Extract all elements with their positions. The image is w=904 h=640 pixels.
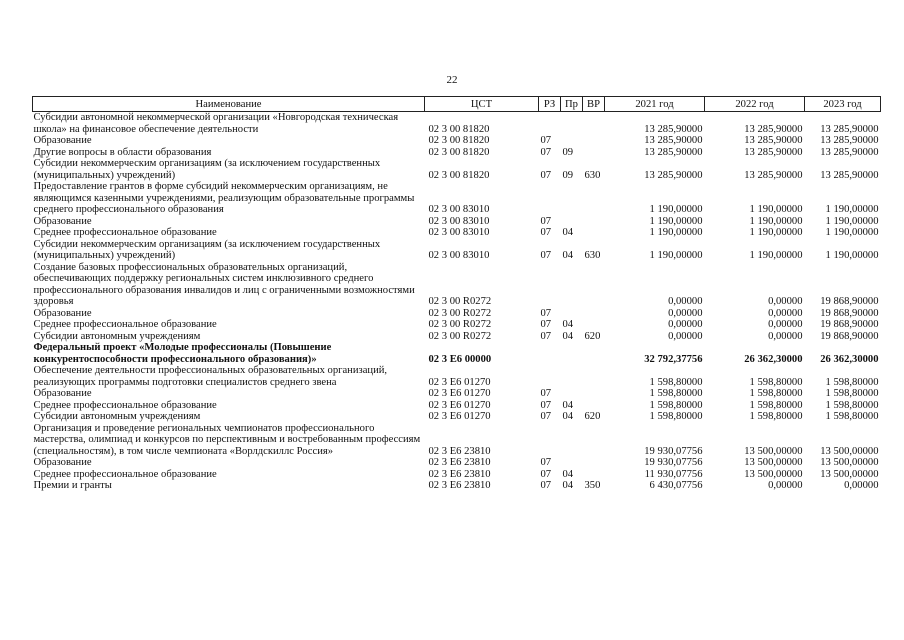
row-name: Субсидии автономным учреждениям — [33, 330, 201, 342]
row-2023: 1 598,80000 — [825, 376, 879, 388]
table-row — [33, 135, 881, 147]
row-vr — [583, 216, 605, 228]
header-row — [33, 97, 881, 112]
row-name: Предоставление грантов в форме субсидий некоммерческим организациям, не являющимся казенными учреждениями, реализующим образовательные программы среднего профессионального образования — [33, 181, 415, 215]
row-vr — [583, 147, 605, 159]
table-row — [33, 158, 881, 181]
row-2021: 1 598,80000 — [649, 388, 703, 399]
row-2021: 1 598,80000 — [649, 411, 703, 422]
row-pr — [561, 388, 583, 400]
table-row — [33, 365, 881, 388]
row-pr: 09 — [562, 169, 574, 181]
table-row — [33, 411, 881, 423]
row-2023: 1 598,80000 — [825, 388, 879, 399]
row-rz: 07 — [540, 319, 552, 330]
row-2023: 26 362,30000 — [820, 353, 879, 365]
row-2021: 1 190,00000 — [649, 227, 703, 238]
row-pr — [561, 457, 583, 469]
row-pr: 04 — [562, 468, 574, 480]
row-pr: 04 — [562, 330, 574, 342]
row-2022: 1 598,80000 — [749, 399, 803, 411]
row-rz: 07 — [540, 250, 552, 261]
row-2023: 13 500,00000 — [820, 457, 879, 468]
row-2021: 0,00000 — [668, 319, 703, 330]
row-rz: 07 — [540, 135, 552, 146]
row-cst: 02 3 00 81820 — [428, 146, 490, 158]
row-2023: 13 285,90000 — [820, 135, 879, 146]
row-pr — [561, 135, 583, 147]
row-2023: 1 598,80000 — [825, 411, 879, 422]
row-2021: 1 190,00000 — [649, 250, 703, 261]
header-vr: ВР — [583, 97, 605, 112]
header-2022: 2022 год — [705, 97, 805, 112]
row-2023: 19 868,90000 — [820, 307, 879, 319]
row-2022: 1 190,00000 — [749, 204, 803, 215]
header-name: Наименование — [33, 97, 425, 112]
row-cst: 02 3 E6 23810 — [428, 445, 491, 457]
row-cst: 02 3 E6 00000 — [428, 353, 492, 365]
row-2022: 13 500,00000 — [744, 468, 803, 480]
row-name: Создание базовых профессиональных образовательных организаций, обеспечивающих поддержку региональных систем инклюзивного среднего профессионального образования инвалидов и лиц с ограниченными возможностями здоровья — [33, 261, 415, 307]
row-cst: 02 3 00 83010 — [428, 227, 490, 238]
row-rz: 07 — [540, 480, 552, 491]
row-vr — [583, 181, 605, 216]
row-cst: 02 3 00 R0272 — [428, 296, 492, 307]
row-rz: 07 — [540, 227, 552, 238]
row-2023: 1 598,80000 — [825, 399, 879, 411]
table-row — [33, 388, 881, 400]
row-cst: 02 3 E6 01270 — [428, 376, 491, 388]
row-rz — [539, 342, 561, 365]
row-vr — [583, 319, 605, 331]
row-cst: 02 3 00 83010 — [428, 250, 490, 261]
header-2021: 2021 год — [605, 97, 705, 112]
row-vr — [583, 342, 605, 365]
row-2022: 1 598,80000 — [749, 411, 803, 422]
row-2022: 13 285,90000 — [744, 123, 803, 135]
table-body — [33, 112, 881, 492]
row-2022: 0,00000 — [768, 307, 803, 319]
row-vr — [583, 262, 605, 308]
table-row — [33, 457, 881, 469]
row-rz: 07 — [540, 468, 552, 480]
row-cst: 02 3 00 81820 — [428, 169, 490, 181]
row-2022: 1 190,00000 — [749, 227, 803, 238]
row-2022: 0,00000 — [768, 296, 803, 307]
row-2022: 0,00000 — [768, 319, 803, 330]
table-row — [33, 480, 881, 492]
row-2022: 1 190,00000 — [749, 215, 803, 227]
table-row — [33, 342, 881, 365]
row-name: Образование — [33, 307, 92, 319]
row-2021: 13 285,90000 — [644, 135, 703, 146]
row-name: Среднее профессиональное образование — [33, 227, 217, 238]
row-rz: 07 — [540, 388, 552, 399]
table-row — [33, 262, 881, 308]
row-rz: 07 — [540, 411, 552, 422]
table-row — [33, 319, 881, 331]
table-row — [33, 469, 881, 481]
row-rz — [539, 262, 561, 308]
row-vr — [583, 423, 605, 458]
header-cst: ЦСТ — [425, 97, 539, 112]
row-vr — [583, 400, 605, 412]
row-2023: 13 500,00000 — [820, 468, 879, 480]
row-2021: 1 598,80000 — [649, 376, 703, 388]
row-pr — [561, 342, 583, 365]
row-vr: 630 — [584, 169, 601, 181]
header-2023: 2023 год — [805, 97, 881, 112]
table-row — [33, 147, 881, 159]
row-2022: 1 598,80000 — [749, 376, 803, 388]
row-vr — [583, 227, 605, 239]
row-cst: 02 3 00 83010 — [428, 204, 490, 215]
row-cst: 02 3 00 81820 — [428, 135, 490, 146]
row-2021: 1 190,00000 — [649, 204, 703, 215]
row-cst: 02 3 00 83010 — [428, 215, 490, 227]
row-rz: 07 — [540, 307, 552, 319]
row-name: Субсидии автономной некоммерческой организации «Новгородская техническая школа» на финансовое обеспечение деятельности — [33, 112, 399, 135]
row-cst: 02 3 E6 23810 — [428, 468, 491, 480]
row-rz — [539, 112, 561, 136]
row-2023: 19 868,90000 — [820, 319, 879, 330]
table-row — [33, 112, 881, 136]
budget-table — [32, 96, 881, 492]
table-row — [33, 181, 881, 216]
row-name: Образование — [33, 215, 92, 227]
row-rz — [539, 181, 561, 216]
row-2021: 13 285,90000 — [644, 146, 703, 158]
row-cst: 02 3 00 R0272 — [428, 330, 492, 342]
row-name: Субсидии некоммерческим организациям (за исключением государственных (муниципальных) учреждений) — [33, 158, 381, 181]
table-row — [33, 227, 881, 239]
row-2022: 26 362,30000 — [744, 353, 803, 365]
row-cst: 02 3 E6 01270 — [428, 411, 491, 422]
row-2023: 19 868,90000 — [820, 330, 879, 342]
row-name: Премии и гранты — [33, 480, 112, 491]
row-2023: 1 190,00000 — [825, 250, 879, 261]
row-2022: 13 285,90000 — [744, 146, 803, 158]
table-row — [33, 400, 881, 412]
header-rz: РЗ — [539, 97, 561, 112]
row-rz: 07 — [540, 457, 552, 468]
row-2021: 1 190,00000 — [649, 215, 703, 227]
row-cst: 02 3 00 R0272 — [428, 319, 492, 330]
row-name: Федеральный проект «Молодые профессионалы (Повышение конкурентоспособности профессионального образования)» — [33, 342, 332, 365]
row-2021: 13 285,90000 — [644, 169, 703, 181]
row-name: Среднее профессиональное образование — [33, 468, 217, 480]
row-rz — [539, 423, 561, 458]
row-name: Образование — [33, 457, 92, 468]
row-2021: 19 930,07756 — [644, 445, 703, 457]
row-2021: 0,00000 — [668, 330, 703, 342]
row-vr: 350 — [584, 480, 601, 491]
row-2023: 13 285,90000 — [820, 169, 879, 181]
row-name: Другие вопросы в области образования — [33, 146, 212, 158]
row-cst: 02 3 E6 23810 — [428, 480, 491, 491]
row-cst: 02 3 E6 01270 — [428, 399, 491, 411]
row-pr: 04 — [562, 227, 574, 238]
row-2023: 13 285,90000 — [820, 146, 879, 158]
row-2023: 13 285,90000 — [820, 123, 879, 135]
row-pr — [561, 112, 583, 136]
row-vr — [583, 308, 605, 320]
row-vr — [583, 388, 605, 400]
row-pr — [561, 423, 583, 458]
row-2023: 1 190,00000 — [825, 204, 879, 215]
row-name: Среднее профессиональное образование — [33, 319, 217, 330]
row-2022: 13 500,00000 — [744, 457, 803, 468]
row-pr — [561, 308, 583, 320]
row-rz: 07 — [540, 215, 552, 227]
row-2022: 1 598,80000 — [749, 388, 803, 399]
row-pr — [561, 262, 583, 308]
row-2022: 13 285,90000 — [744, 135, 803, 146]
row-2023: 1 190,00000 — [825, 215, 879, 227]
row-vr — [583, 112, 605, 136]
row-2021: 6 430,07756 — [649, 480, 703, 491]
page-number: 22 — [446, 74, 458, 86]
row-rz: 07 — [540, 146, 552, 158]
row-name: Организация и проведение региональных чемпионатов профессионального мастерства, олимпиад и конкурсов по перспективным и востребованным профессиям (специальностям), в том числе чемпионата «Ворлдскиллс Россия» — [33, 422, 421, 457]
row-2022: 13 500,00000 — [744, 445, 803, 457]
table-row — [33, 308, 881, 320]
row-2023: 19 868,90000 — [820, 296, 879, 307]
row-name: Образование — [33, 135, 92, 146]
row-pr — [561, 181, 583, 216]
row-2021: 19 930,07756 — [644, 457, 703, 468]
row-vr — [583, 135, 605, 147]
row-vr: 620 — [584, 330, 601, 342]
row-vr: 630 — [584, 250, 601, 261]
row-rz: 07 — [540, 399, 552, 411]
row-rz: 07 — [540, 330, 552, 342]
row-vr — [583, 469, 605, 481]
table-row — [33, 239, 881, 262]
row-pr: 04 — [562, 480, 574, 491]
table-row — [33, 423, 881, 458]
row-2021: 32 792,37756 — [644, 353, 703, 365]
row-2021: 0,00000 — [668, 296, 703, 307]
row-2021: 0,00000 — [668, 307, 703, 319]
row-name: Субсидии некоммерческим организациям (за исключением государственных (муниципальных) учреждений) — [33, 238, 381, 261]
row-pr: 04 — [562, 399, 574, 411]
row-2021: 1 598,80000 — [649, 399, 703, 411]
row-vr — [583, 457, 605, 469]
table-row — [33, 331, 881, 343]
row-pr: 04 — [562, 319, 574, 330]
table-row — [33, 216, 881, 228]
row-pr — [561, 365, 583, 388]
row-pr: 04 — [562, 411, 574, 422]
row-pr — [561, 216, 583, 228]
row-2022: 0,00000 — [768, 330, 803, 342]
row-rz — [539, 365, 561, 388]
row-cst: 02 3 E6 23810 — [428, 457, 491, 468]
row-2021: 13 285,90000 — [644, 123, 703, 135]
row-2022: 1 190,00000 — [749, 250, 803, 261]
row-cst: 02 3 00 81820 — [428, 123, 490, 135]
row-2022: 0,00000 — [768, 480, 803, 491]
row-cst: 02 3 00 R0272 — [428, 307, 492, 319]
row-name: Среднее профессиональное образование — [33, 399, 217, 411]
header-pr: Пр — [561, 97, 583, 112]
row-2021: 11 930,07756 — [644, 468, 703, 480]
row-pr: 04 — [562, 250, 574, 261]
row-2022: 13 285,90000 — [744, 169, 803, 181]
row-2023: 0,00000 — [844, 480, 879, 491]
row-vr — [583, 365, 605, 388]
row-cst: 02 3 E6 01270 — [428, 388, 491, 399]
row-rz: 07 — [540, 169, 552, 181]
row-vr: 620 — [584, 411, 601, 422]
row-pr: 09 — [562, 146, 574, 158]
row-2023: 1 190,00000 — [825, 227, 879, 238]
row-name: Образование — [33, 388, 92, 399]
row-name: Обеспечение деятельности профессиональных образовательных организаций, реализующих программы подготовки специалистов среднего звена — [33, 365, 388, 388]
row-name: Субсидии автономным учреждениям — [33, 411, 201, 422]
row-2023: 13 500,00000 — [820, 445, 879, 457]
